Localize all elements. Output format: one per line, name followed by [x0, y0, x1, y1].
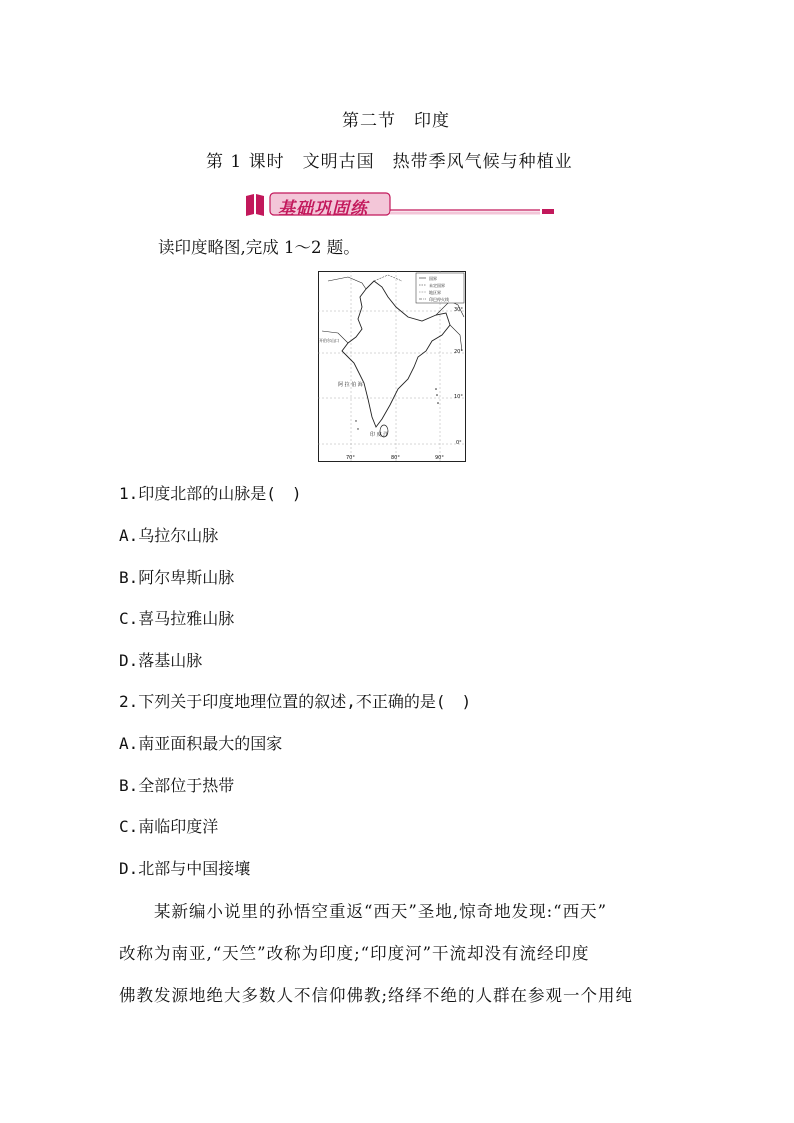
question-2-stem: 2.下列关于印度地理位置的叙述,不正确的是( ) [119, 692, 472, 711]
lesson-title: 第 1 课时 文明古国 热带季风气候与种植业 [206, 152, 573, 172]
question-1-option-d: D.落基山脉 [119, 651, 203, 670]
question-1-option-c: C.喜马拉雅山脉 [119, 609, 235, 628]
legend-item: 国界 [429, 276, 437, 281]
question-2-option-c: C.南临印度洋 [119, 817, 219, 836]
map-label-arabian-sea: 阿 拉 伯 海 [338, 382, 363, 388]
lat-tick: 20° [454, 349, 463, 355]
question-2-option-b: B.全部位于热带 [119, 776, 235, 795]
book-icon [246, 194, 254, 216]
map-label-pass: 开伯尔山口 [319, 338, 339, 343]
question-1-stem: 1.印度北部的山脉是( ) [119, 484, 302, 503]
passage-line: 改称为南亚,“天竺”改称为印度;“印度河”干流却没有流经印度 [119, 944, 590, 963]
lon-tick: 80° [391, 455, 400, 461]
question-2-option-a: A.南亚面积最大的国家 [119, 734, 283, 753]
question-1-option-a: A.乌拉尔山脉 [119, 526, 219, 545]
lat-tick: 30° [454, 307, 463, 313]
india-map [318, 271, 466, 462]
legend-item: 印巴停火线 [429, 297, 449, 302]
lat-tick: 0° [456, 440, 462, 446]
map-label-indian-ocean: 印 度 洋 [370, 432, 389, 438]
lon-tick: 90° [435, 455, 444, 461]
intro-text: 读印度略图,完成 1～2 题。 [158, 238, 360, 257]
lat-tick: 10° [454, 394, 463, 400]
passage-line: 佛教发源地绝大多数人不信仰佛教;络绎不绝的人群在参观一个用纯 [119, 986, 634, 1005]
legend-item: 地区界 [429, 290, 441, 295]
question-1-option-b: B.阿尔卑斯山脉 [119, 568, 235, 587]
lon-tick: 70° [346, 455, 355, 461]
section-title: 第二节 印度 [342, 111, 450, 131]
question-2-option-d: D.北部与中国接壤 [119, 859, 251, 878]
section-banner [240, 190, 560, 220]
legend-item: 未定国界 [429, 283, 445, 288]
banner-label: 基础巩固练 [278, 199, 368, 219]
passage-line: 某新编小说里的孙悟空重返“西天”圣地,惊奇地发现:“西天” [119, 902, 608, 921]
